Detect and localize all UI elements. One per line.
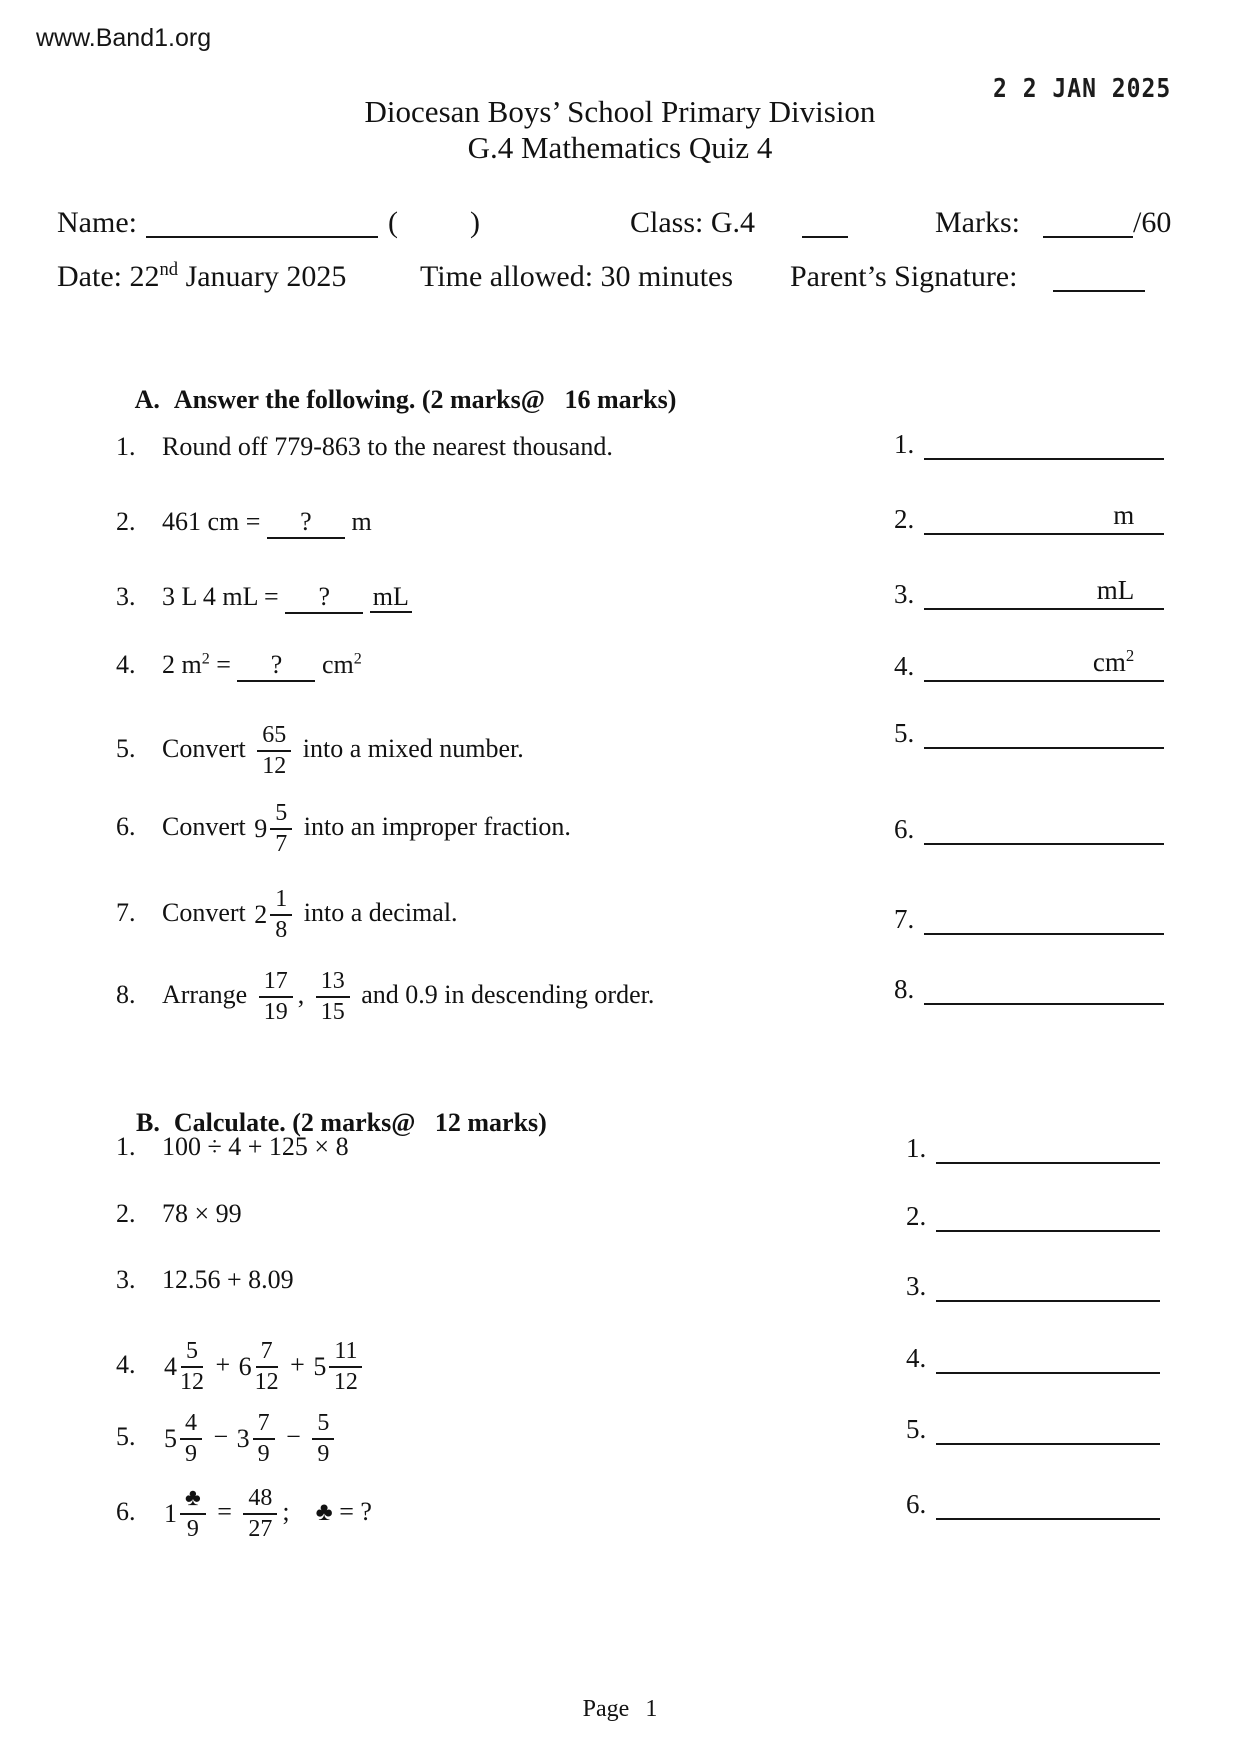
answer-a4: 4. $cm^2$ <box>894 644 1164 682</box>
quiz-title: G.4 Mathematics Quiz 4 <box>467 130 773 165</box>
marks-label: Marks: <box>935 206 1020 239</box>
answer-b3: 3. <box>906 1264 1160 1302</box>
question-b1: 1. 100 ÷ 4 + 125 × 8 <box>116 1132 349 1161</box>
paren-close: ) <box>470 206 480 239</box>
date-ordinal: nd <box>159 259 179 280</box>
question-a2: 2. 461 cm = ? m <box>116 507 372 539</box>
answer-a8: 8. <box>894 967 1164 1005</box>
section-a-label: A. <box>134 385 160 414</box>
site-watermark: www.Band1.org <box>36 24 212 52</box>
class-label: Class: G.4 <box>630 206 756 239</box>
question-a7: 7. Convert 2 $\frac{1}{8}$ into a decimal. <box>116 886 458 943</box>
section-b-label: B. <box>136 1108 160 1137</box>
answer-b2: 2. <box>906 1194 1160 1232</box>
question-b2: 2. 78 × 99 <box>116 1199 242 1228</box>
name-label: Name: <box>57 206 137 239</box>
marks-blank <box>1043 206 1133 238</box>
question-a3: 3. 3 L 4 mL = ? mL <box>116 582 412 614</box>
page-footer <box>0 1696 1240 1723</box>
name-blank <box>146 206 378 238</box>
question-a4: 4. 2 $m^2$ = ? $cm^2$ <box>116 650 362 682</box>
answer-a7: 7. <box>894 897 1164 935</box>
date-stamp: 2 2 JAN 2025 <box>993 74 1172 104</box>
page-label: Page <box>582 1696 630 1722</box>
school-title: Diocesan Boys’ School Primary Division <box>364 94 876 129</box>
question-b5: 5. 5 $\frac{4}{9}$ − 3 $\frac{7}{9}$ − $\frac{5}{9}$ <box>116 1410 339 1468</box>
answer-a2: 2. m <box>894 497 1164 535</box>
date-text: Date: 22nd January 2025 <box>57 259 347 293</box>
marks-total: /60 <box>1133 206 1172 239</box>
answer-a6: 6. <box>894 807 1164 845</box>
section-b-title: Calculate. (2 marks@ 12 marks) <box>173 1108 547 1137</box>
question-b3: 3. 12.56 + 8.09 <box>116 1265 294 1294</box>
section-a-title: Answer the following. (2 marks@ 16 marks) <box>173 385 677 414</box>
answer-a3: 3. mL <box>894 572 1164 610</box>
question-a5: 5. Convert $\frac{65}{12}$ into a mixed number. <box>116 722 524 779</box>
parent-signature-blank <box>1053 260 1145 292</box>
answer-b6: 6. <box>906 1482 1160 1520</box>
time-allowed: Time allowed: 30 minutes <box>420 260 734 293</box>
class-blank <box>802 206 848 238</box>
question-a6: 6. Convert 9 $\frac{5}{7}$ into an improper fraction. <box>116 800 571 857</box>
answer-b5: 5. <box>906 1407 1160 1445</box>
paren-open: ( <box>388 206 398 239</box>
answer-a5: 5. <box>894 711 1164 749</box>
page-number: 1 <box>645 1696 658 1722</box>
answer-b1: 1. <box>906 1126 1160 1164</box>
question-b4: 4. 4 $\frac{5}{12}$ + 6 $\frac{7}{12}$ + 5 $\frac{11}{12}$ <box>116 1338 367 1396</box>
answer-a1: 1. <box>894 422 1164 460</box>
question-a1: 1. Round off 779-863 to the nearest thousand. <box>116 432 613 461</box>
info-row-1 <box>0 206 1240 248</box>
parent-signature-label: Parent’s Signature: <box>790 260 1018 293</box>
question-a8: 8. Arrange $\frac{17}{19}$ , $\frac{13}{15}$ and 0.9 in descending order. <box>116 968 655 1025</box>
question-b6: 6. 1 $\frac{♣}{9}$ = $\frac{48}{27}$ ; ♣ = ? <box>116 1485 372 1542</box>
title-block <box>0 94 1240 166</box>
info-row-2 <box>0 260 1240 302</box>
answer-b4: 4. <box>906 1336 1160 1374</box>
